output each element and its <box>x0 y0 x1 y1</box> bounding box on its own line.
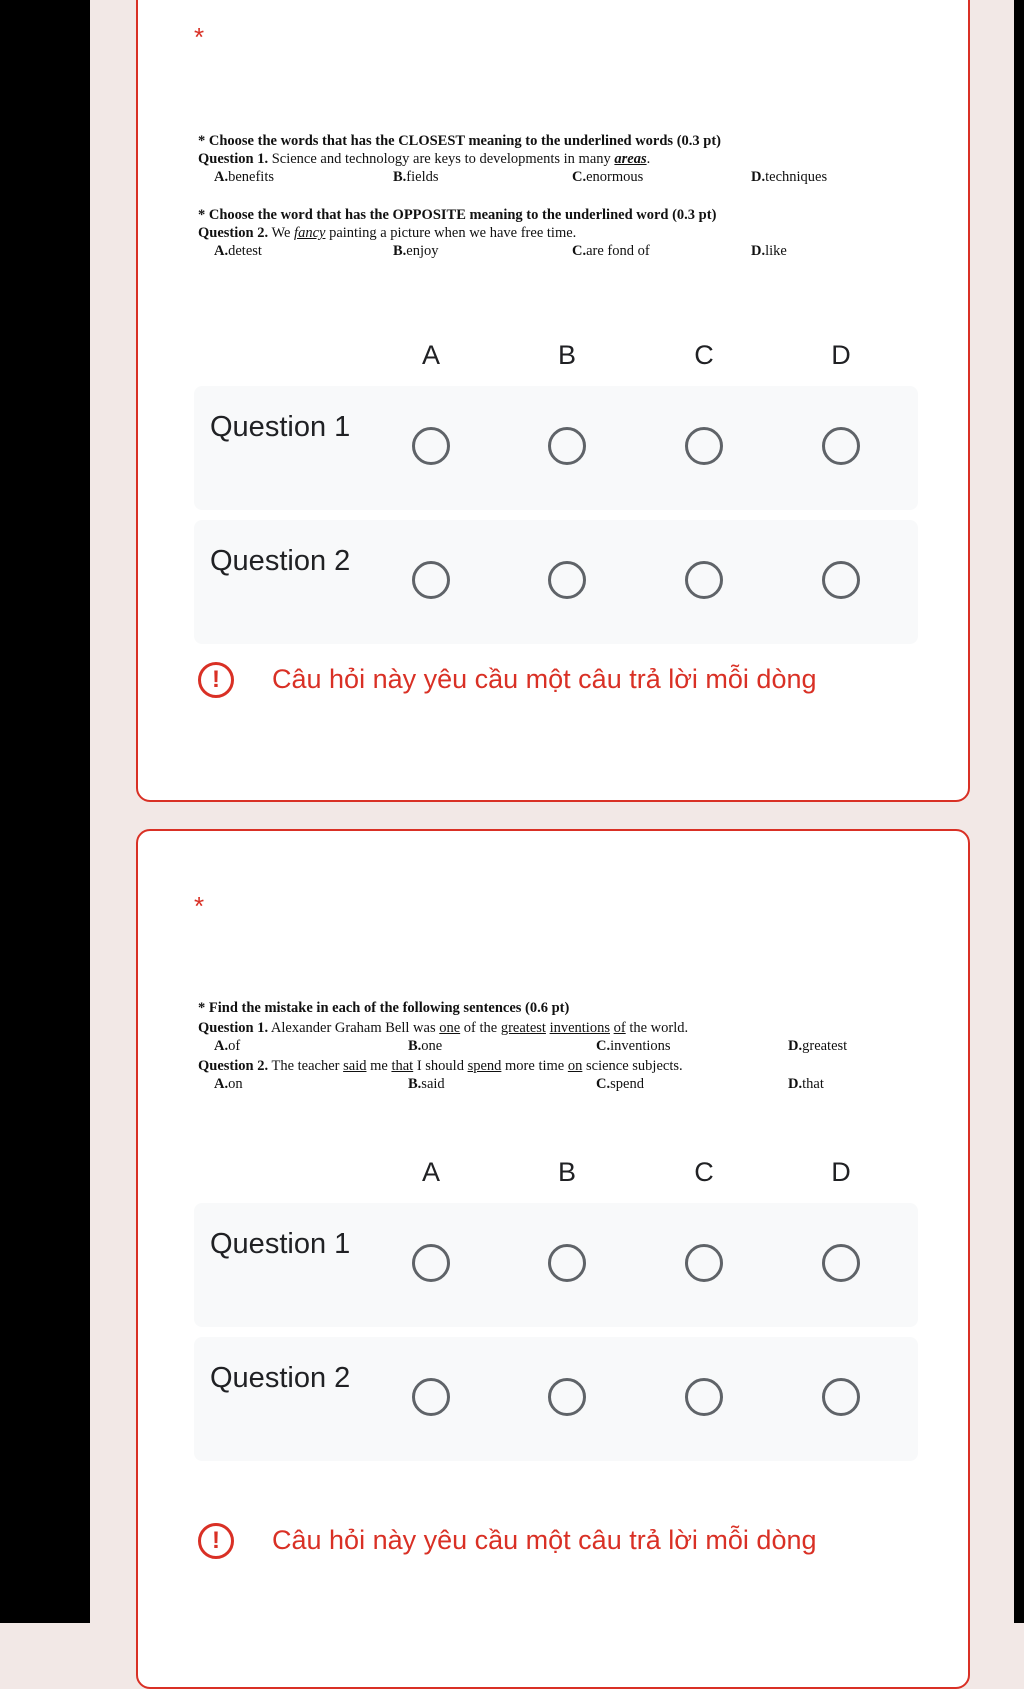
radio-q2-a[interactable] <box>412 1378 450 1416</box>
question-1-options <box>198 1037 878 1055</box>
column-b-label: B <box>557 1157 576 1187</box>
choice-grid <box>194 1147 918 1461</box>
instruction-closest: * Choose the words that has the CLOSEST meaning to the underlined words (0.3 pt) <box>198 133 721 149</box>
question-1-text: Question 1. Alexander Graham Bell was one of the greatest inventions of the world. <box>198 1020 689 1036</box>
grid-row-question-2 <box>194 520 918 644</box>
option-d: D. that <box>788 1076 824 1092</box>
instruction-find-mistake: * Find the mistake in each of the following sentences (0.6 pt) <box>198 1000 570 1016</box>
radio-q2-b[interactable] <box>548 561 586 599</box>
grid-row-question-1 <box>194 1203 918 1327</box>
radio-q2-c[interactable] <box>685 561 723 599</box>
column-c-label: C <box>694 340 714 370</box>
left-black-bar <box>0 0 90 1623</box>
question-image <box>198 999 878 1093</box>
column-a-label: A <box>421 340 440 370</box>
error-icon: ! <box>198 662 234 698</box>
radio-q1-a[interactable] <box>412 427 450 465</box>
option-a: A. detest <box>214 243 262 259</box>
option-c: C. enormous <box>572 169 644 185</box>
right-page-strip <box>982 0 1014 1623</box>
error-message: Câu hỏi này yêu cầu một câu trả lời mỗi dòng <box>272 1525 817 1555</box>
column-d-label: D <box>831 340 851 370</box>
question-1-options <box>198 168 878 186</box>
radio-q1-a[interactable] <box>412 1244 450 1282</box>
radio-q1-c[interactable] <box>685 427 723 465</box>
column-d-label: D <box>831 1157 851 1187</box>
option-c: C. spend <box>596 1076 644 1092</box>
column-c-label: C <box>694 1157 714 1187</box>
column-b-label: B <box>557 340 576 370</box>
option-b: B. one <box>408 1038 443 1054</box>
option-d: D. like <box>751 243 787 259</box>
row-label: Question 1 <box>210 411 351 443</box>
question-1-text: Question 1. Science and technology are keys to developments in many areas. <box>198 151 651 167</box>
error-icon: ! <box>198 1523 234 1559</box>
grid-column-headers <box>194 1147 918 1203</box>
required-asterisk: * <box>194 22 205 52</box>
option-c: C. are fond of <box>572 243 650 259</box>
option-a: A. of <box>214 1038 241 1054</box>
radio-q2-d[interactable] <box>822 1378 860 1416</box>
row-label: Question 1 <box>210 1228 351 1260</box>
row-label: Question 2 <box>210 545 351 577</box>
option-d: D. techniques <box>751 169 828 185</box>
option-c: C. inventions <box>596 1038 671 1054</box>
question-card-2 <box>136 829 970 1689</box>
grid-row-question-1 <box>194 386 918 510</box>
error-message: Câu hỏi này yêu cầu một câu trả lời mỗi dòng <box>272 664 817 694</box>
radio-q1-b[interactable] <box>548 427 586 465</box>
option-b: B. said <box>408 1076 445 1092</box>
option-b: B. fields <box>393 169 439 185</box>
radio-q1-c[interactable] <box>685 1244 723 1282</box>
required-asterisk: * <box>194 891 205 921</box>
question-image <box>198 132 878 260</box>
question-2-text: Question 2. We fancy painting a picture when we have free time. <box>198 225 577 241</box>
radio-q1-d[interactable] <box>822 427 860 465</box>
question-2-options <box>198 1075 878 1093</box>
grid-row-question-2 <box>194 1337 918 1461</box>
question-2-options <box>198 242 878 260</box>
radio-q2-d[interactable] <box>822 561 860 599</box>
grid-column-headers <box>194 330 918 386</box>
radio-q2-c[interactable] <box>685 1378 723 1416</box>
option-a: A. benefits <box>214 169 275 185</box>
column-a-label: A <box>421 1157 440 1187</box>
radio-q2-a[interactable] <box>412 561 450 599</box>
radio-q1-b[interactable] <box>548 1244 586 1282</box>
radio-q2-b[interactable] <box>548 1378 586 1416</box>
question-2-text: Question 2. The teacher said me that I should spend more time on science subjects. <box>198 1058 683 1074</box>
option-d: D. greatest <box>788 1038 848 1054</box>
instruction-opposite: * Choose the word that has the OPPOSITE meaning to the underlined word (0.3 pt) <box>198 207 717 223</box>
row-label: Question 2 <box>210 1362 351 1394</box>
right-black-bar <box>1014 0 1024 1623</box>
option-b: B. enjoy <box>393 243 439 259</box>
question-card-1 <box>136 0 970 802</box>
choice-grid <box>194 330 918 644</box>
option-a: A. on <box>214 1076 243 1092</box>
radio-q1-d[interactable] <box>822 1244 860 1282</box>
